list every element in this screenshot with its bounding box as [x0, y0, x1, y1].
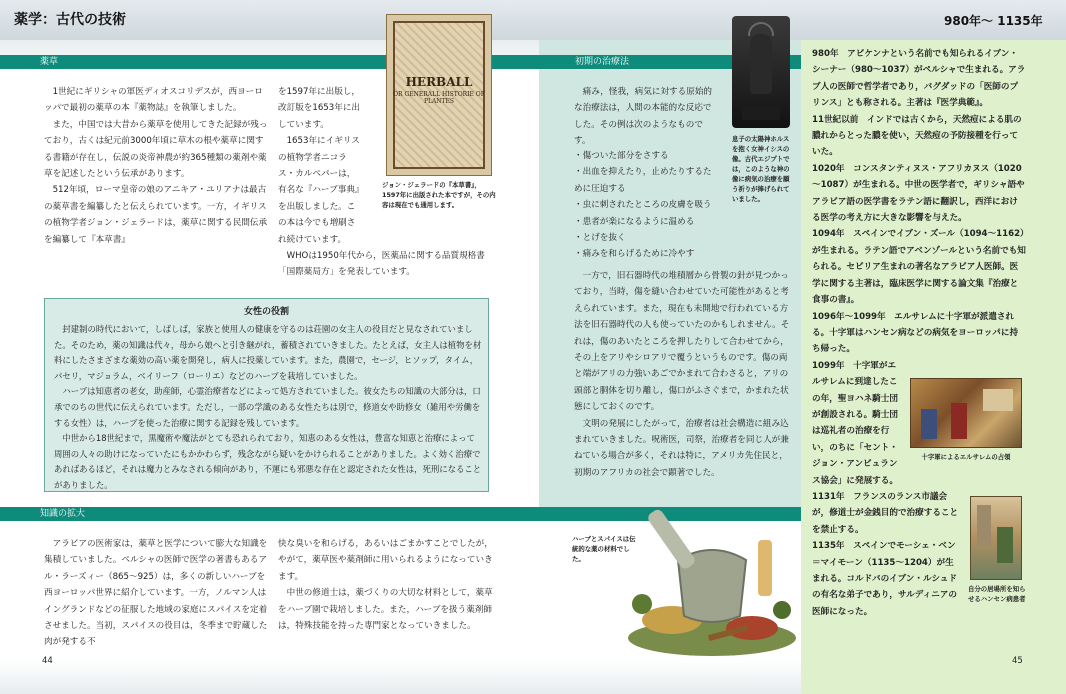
- oil-bottle: [758, 540, 772, 596]
- herb-leaf: [773, 601, 791, 619]
- timeline-entry: 1096年～1099年 エルサレムに十字軍が派遣される。十字軍はハンセン病などの病気をヨーロッパに持ち帰った。: [812, 311, 1019, 355]
- list-item: ・出血を抑えたり，止めたりするために圧迫する: [574, 167, 712, 194]
- leper-caption: 自分の居場所を知らせるハンセン病患者: [968, 585, 1026, 603]
- paragraph: 痛み，怪我，病気に対する原始的な治療法は，人間の本能的な反応でした。その例は次のようなものです。: [574, 87, 713, 147]
- chili-pile: [726, 616, 778, 640]
- isis-statue-image: [732, 16, 790, 128]
- section-label-knowledge: 知識の拡大: [40, 509, 86, 519]
- timeline-entry: 1131年 フランスのランス市議会が，修道士が金銭目的で治療することを禁止する。: [812, 491, 959, 535]
- list-item: ・傷ついた部分をさする: [574, 151, 669, 161]
- leper-image: [970, 496, 1022, 580]
- page-number-right: 45: [1012, 656, 1023, 666]
- list-item: ・とげを抜く: [574, 233, 626, 244]
- women-role-text: [54, 322, 482, 494]
- section-label-early: 初期の治療法: [575, 57, 630, 67]
- statue-figure: [750, 34, 772, 94]
- timeline-entry: 1020年 コンスタンティヌス・アフリカヌス（1020～1087）が生まれる。中世の医学者で，ギリシャ語やアラビア語の医学書をラテン語に翻訳し，西洋における医学の考え方に大きな影響を与えた。: [812, 163, 1025, 224]
- timeline-entry: 11世紀以前 インドでは古くから，天然痘による肌の膿れからとった膿を使い，天然痘の予防接種を行っていた。: [812, 114, 1022, 158]
- paragraph: を1597年に出版し，改訂版を1653年に出しています。: [278, 87, 361, 130]
- crusade-figure: [951, 403, 967, 439]
- leper-building: [977, 505, 991, 545]
- book-cover-title: HERBALL: [405, 75, 473, 89]
- knowledge-column-2: [278, 536, 494, 634]
- paragraph: 中世から18世紀まで，黒魔術や魔法がとても恐れられており，知恵のある女性は，豊富な知恵と治療によって周囲の人々の助けになっていたにもかかわらず，残念ながら疑いをかけられることがありました。よく効く治療であればあるほど，それは魔力とみなされる傾向があり，不運にも邪悪な存在と認定された女性は，死刑になることがありました。: [54, 433, 482, 490]
- paragraph: 1世紀にギリシャの軍医ディオスコリデスが，西ヨーロッパで最初の薬草の本『薬物誌』を執筆しました。: [44, 87, 263, 114]
- herball-book-cover-image: [386, 14, 492, 176]
- paragraph: ハーブは知恵者の老女，助産師，心霊治療者などによって処方されていました。彼女たちの知識の大部分は，口承でのちの世代に伝えられています。ただし，一部の学識のある女性たちは別で，修道女や助修女（雑用や労働をする女性）は，ハーブを使った治療に関する記録を残しています。: [54, 386, 481, 428]
- page-number-left: 44: [42, 656, 53, 666]
- timeline-entry: 1099年 十字軍がエルサレムに到達したこの年，聖ヨハネ騎士団が創設される。騎士団は巡礼者の治療を行い，のちに「セント・ジョン・アンビュランス協会」に発展する。: [812, 360, 898, 486]
- early-treatment-body: [574, 268, 790, 481]
- crusade-figure: [921, 409, 937, 439]
- date-range: 980年～ 1135年: [944, 14, 1043, 28]
- herb-leaf: [632, 594, 652, 614]
- women-role-title: 女性の役割: [243, 307, 289, 317]
- crusade-caption: 十字軍によるエルサレムの占領: [921, 453, 1011, 461]
- timeline-entry: 980年 アビケンナという名前でも知られるイブン・シーナー（980～1037）がペルシャで生まれる。アラブ人の医師で哲学者であり，バグダッドの「医師のプリンス」とも称される。主著は『医学典範』。: [812, 49, 1026, 109]
- list-item: ・患者が楽になるように温める: [574, 216, 695, 227]
- paragraph: WHOは1950年代から，医薬品に関する品質規格書「国際薬局方」を発表しています。: [278, 251, 485, 278]
- paragraph: 文明の発展にしたがって，治療者は社会構造に組み込まれていきました。呪術医，司祭，治療者を同じ人が兼ねている場合が多く，それは特に，アメリカ先住民と，初期のアフリカの社会で顕著でした。: [574, 418, 789, 478]
- book-cover-subtitle: OR GENERALL HISTORIE OF PLANTES: [393, 91, 485, 105]
- mortar-and-spices-image: [612, 500, 798, 660]
- herball-caption: ジョン・ジェラードの『本草書』，1597年に出版された本ですが，その内容は現在でも通用します。: [382, 181, 496, 209]
- paragraph: 封建制の時代において，しばしば，家族と使用人の健康を守るのは荘園の女主人の役目だと見なされていました。そのため，薬の知識は代々，母から娘へと引き継がれ，蓄積されていきました。たとえば，女主人は植物を材料にしたさまざまな薬効の高い薬を開発し，病人に投薬しています。また，農園で，セージ，ヒソップ，タイム，パセリ，マジョラム，ベイリーフ（ローリエ）などのハーブを栽培していました。: [54, 324, 482, 381]
- timeline-entry: 1094年 スペインでイブン・ズール（1094～1162）が生まれる。ラテン語でアベンゾールという名前でも知られる。セビリア生まれの著名なアラビア人医師。医学に関する主著は，臨床医学に関する論文集『治療と食事の書』。: [812, 229, 1026, 306]
- herbs-caption: ハーブとスパイスは伝統的な薬の材料でした。: [572, 535, 636, 563]
- page-title: 薬学：古代の技術: [14, 12, 126, 28]
- statue-base: [742, 106, 780, 120]
- paragraph: また，中国では大昔から薬草を使用してきた記録が残っており，古くは紀元前3000年頃に草木の根や薬草に関する書籍が存在し，伝説の炎帝神農が約365種類の薬剤や薬草を記述したという伝承があります。: [44, 119, 268, 180]
- statue-caption: 息子の太陽神ホルスを抱く女神イシスの像。古代エジプトでは，このような神の像に病気の治療を願う祈りが捧げられていました。: [732, 135, 790, 203]
- section-label-herbal: 薬草: [40, 57, 59, 67]
- paragraph: 1653年にイギリスの植物学者ニコラス・カルペパーは，有名な『ハーブ事典』を出版しました。この本は今でも増刷され続けています。: [278, 136, 360, 245]
- early-treatment-bullets: [574, 148, 714, 263]
- crusade-building: [983, 389, 1013, 411]
- pestle: [646, 508, 697, 571]
- paragraph: 中世の修道士は，薬づくりの大切な材料として，薬草をハーブ園で栽培しました。また，ハーブを扱う薬剤師は，特殊技能を持った専門家となっていきました。: [278, 588, 493, 632]
- list-item: ・虫に刺されたところの皮膚を吸う: [574, 200, 712, 211]
- paragraph: アラビアの医術家は，薬草と医学について膨大な知識を集積していました。ペルシャの医師で医学の著書もあるアル・ラーズィー（865～925）は，多くの新しいハーブを西ヨーロッパ世界に紹介しています。一方，ノルマン人はイングランドなどの征服した地域の家庭にスパイスを定着させました。当初，スパイスの役目は，冬季まで貯蔵した肉が発する不: [44, 539, 268, 648]
- header-bar: [0, 0, 1066, 40]
- herbal-column-1: [44, 84, 270, 248]
- paragraph: 512年頃，ローマ皇帝の娘のアニキア・ユリアナは最古の薬草書を編纂したと伝えられています。一方，イギリスの植物学者ジョン・ジェラードは，薬草に関する民間伝承を編纂して『本草書』: [44, 185, 268, 245]
- list-item: ・痛みを和らげるために冷やす: [574, 249, 695, 260]
- paragraph: 一方で，旧石器時代の堆積層から骨製の針が見つかっており，当時，傷を縫い合わせていた可能性があると考えられています。また，現在も未開地で行われている方法を旧石器時代の人も使っていたのかもしれません。それは，傷のあいたところを押したりして合わせてから，その上をアリやシロアリで覆うというものです。傷の両と端がアリの力強いあごでかまれて合わさると，アリの頭部と胴体を切り離し，傷口がふさぐまで，かまれた状態にしておくのです。: [574, 271, 790, 413]
- footer-gradient: [0, 660, 801, 694]
- crusade-jerusalem-image: [910, 378, 1022, 448]
- knowledge-column-1: [44, 536, 270, 651]
- early-treatment-intro: [574, 84, 714, 150]
- paragraph: 快な臭いを和らげる，あるいはごまかすことでしたが，やがて，薬草医や薬剤師に用いられるようになっていきます。: [278, 539, 493, 582]
- leper-figure: [997, 527, 1013, 563]
- timeline-entry: 1135年 スペインでモーシェ・ベン＝マイモーン（1135～1204）が生まれる。コルドバのイブン・ルシュドの有名な弟子であり，サルディニアの医師になった。: [812, 541, 957, 617]
